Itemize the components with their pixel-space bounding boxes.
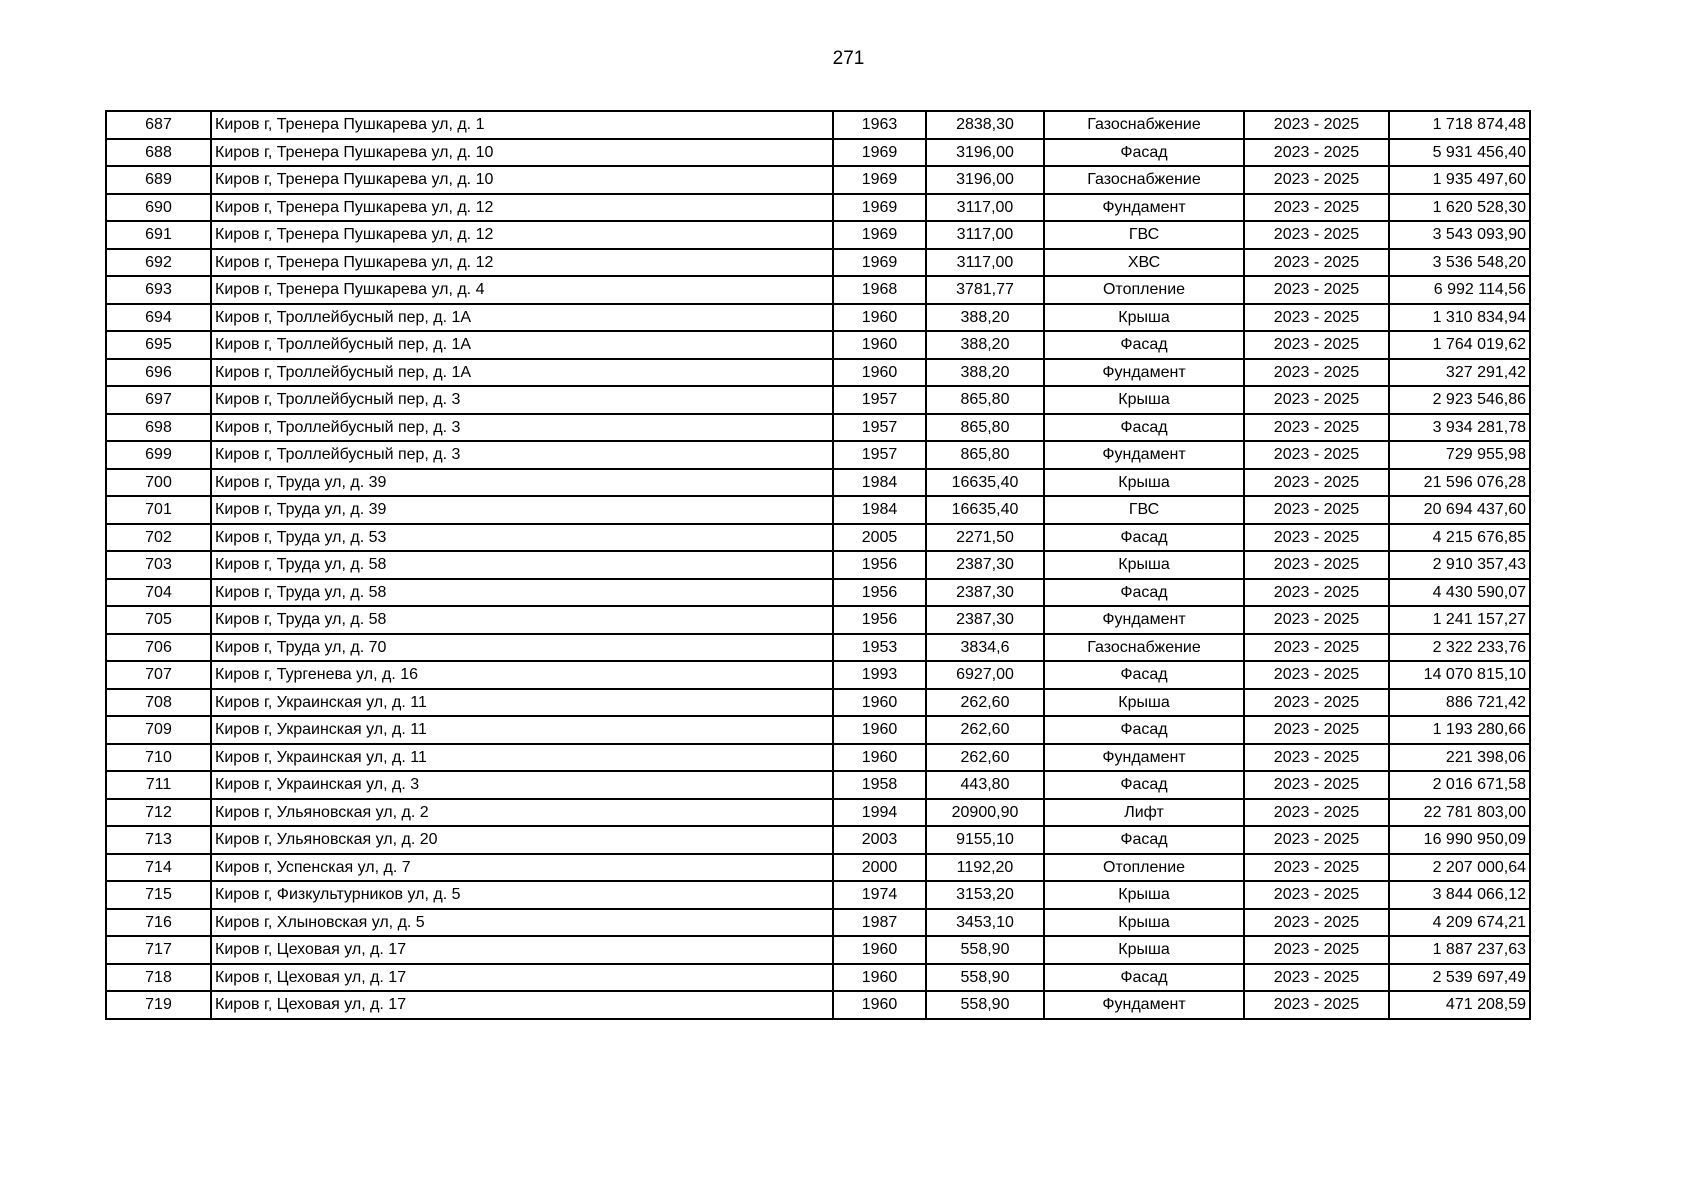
table-row [106,799,1530,827]
period-cell: 2023 - 2025 [1244,991,1389,1019]
row-number-cell: 688 [106,139,211,167]
period-cell: 2023 - 2025 [1244,579,1389,607]
area-cell: 865,80 [926,441,1044,469]
build-year-cell: 1960 [833,964,926,992]
table-row [106,689,1530,717]
area-cell: 865,80 [926,414,1044,442]
area-cell: 3196,00 [926,166,1044,194]
work-type-cell: Крыша [1044,551,1244,579]
work-type-cell: Газоснабжение [1044,166,1244,194]
area-cell: 3781,77 [926,276,1044,304]
area-cell: 262,60 [926,744,1044,772]
table-row [106,304,1530,332]
cost-cell: 886 721,42 [1389,689,1530,717]
cost-cell: 1 193 280,66 [1389,716,1530,744]
table-row [106,826,1530,854]
work-type-cell: Отопление [1044,276,1244,304]
work-type-cell: Газоснабжение [1044,111,1244,139]
row-number-cell: 689 [106,166,211,194]
address-cell: Киров г, Тренера Пушкарева ул, д. 10 [211,139,833,167]
build-year-cell: 1957 [833,414,926,442]
table-row [106,386,1530,414]
table-row [106,194,1530,222]
area-cell: 443,80 [926,771,1044,799]
cost-cell: 1 310 834,94 [1389,304,1530,332]
build-year-cell: 1957 [833,386,926,414]
build-year-cell: 1953 [833,634,926,662]
table-row [106,359,1530,387]
row-number-cell: 697 [106,386,211,414]
address-cell: Киров г, Тренера Пушкарева ул, д. 4 [211,276,833,304]
row-number-cell: 712 [106,799,211,827]
cost-cell: 21 596 076,28 [1389,469,1530,497]
build-year-cell: 1956 [833,606,926,634]
row-number-cell: 692 [106,249,211,277]
work-type-cell: Фасад [1044,661,1244,689]
cost-cell: 14 070 815,10 [1389,661,1530,689]
area-cell: 16635,40 [926,469,1044,497]
work-type-cell: Фундамент [1044,441,1244,469]
build-year-cell: 1993 [833,661,926,689]
table-row [106,634,1530,662]
row-number-cell: 713 [106,826,211,854]
area-cell: 2387,30 [926,551,1044,579]
table-row [106,166,1530,194]
area-cell: 388,20 [926,304,1044,332]
area-cell: 558,90 [926,964,1044,992]
address-cell: Киров г, Троллейбусный пер, д. 3 [211,414,833,442]
address-cell: Киров г, Труда ул, д. 53 [211,524,833,552]
period-cell: 2023 - 2025 [1244,689,1389,717]
period-cell: 2023 - 2025 [1244,524,1389,552]
row-number-cell: 716 [106,909,211,937]
table-row [106,964,1530,992]
row-number-cell: 693 [106,276,211,304]
address-cell: Киров г, Тренера Пушкарева ул, д. 10 [211,166,833,194]
address-cell: Киров г, Украинская ул, д. 11 [211,744,833,772]
cost-cell: 4 209 674,21 [1389,909,1530,937]
row-number-cell: 711 [106,771,211,799]
period-cell: 2023 - 2025 [1244,799,1389,827]
build-year-cell: 1960 [833,936,926,964]
work-type-cell: ХВС [1044,249,1244,277]
work-type-cell: ГВС [1044,221,1244,249]
address-cell: Киров г, Тренера Пушкарева ул, д. 12 [211,194,833,222]
cost-cell: 3 844 066,12 [1389,881,1530,909]
address-cell: Киров г, Физкультурников ул, д. 5 [211,881,833,909]
period-cell: 2023 - 2025 [1244,606,1389,634]
build-year-cell: 1969 [833,194,926,222]
row-number-cell: 703 [106,551,211,579]
period-cell: 2023 - 2025 [1244,496,1389,524]
address-cell: Киров г, Троллейбусный пер, д. 3 [211,386,833,414]
work-type-cell: Крыша [1044,936,1244,964]
address-cell: Киров г, Ульяновская ул, д. 2 [211,799,833,827]
period-cell: 2023 - 2025 [1244,469,1389,497]
cost-cell: 1 764 019,62 [1389,331,1530,359]
period-cell: 2023 - 2025 [1244,166,1389,194]
build-year-cell: 1957 [833,441,926,469]
build-year-cell: 1969 [833,221,926,249]
work-type-cell: Крыша [1044,909,1244,937]
row-number-cell: 695 [106,331,211,359]
area-cell: 3196,00 [926,139,1044,167]
area-cell: 558,90 [926,936,1044,964]
cost-cell: 2 539 697,49 [1389,964,1530,992]
area-cell: 3834,6 [926,634,1044,662]
period-cell: 2023 - 2025 [1244,964,1389,992]
row-number-cell: 690 [106,194,211,222]
area-cell: 2271,50 [926,524,1044,552]
row-number-cell: 709 [106,716,211,744]
work-type-cell: Отопление [1044,854,1244,882]
period-cell: 2023 - 2025 [1244,826,1389,854]
table-row [106,579,1530,607]
cost-cell: 4 430 590,07 [1389,579,1530,607]
table-row [106,771,1530,799]
work-type-cell: Лифт [1044,799,1244,827]
address-cell: Киров г, Труда ул, д. 70 [211,634,833,662]
table-row [106,881,1530,909]
area-cell: 20900,90 [926,799,1044,827]
work-type-cell: Газоснабжение [1044,634,1244,662]
cost-cell: 2 016 671,58 [1389,771,1530,799]
work-type-cell: Фасад [1044,139,1244,167]
table-row [106,221,1530,249]
area-cell: 865,80 [926,386,1044,414]
area-cell: 2838,30 [926,111,1044,139]
address-cell: Киров г, Украинская ул, д. 11 [211,716,833,744]
work-type-cell: ГВС [1044,496,1244,524]
area-cell: 262,60 [926,689,1044,717]
row-number-cell: 714 [106,854,211,882]
row-number-cell: 701 [106,496,211,524]
row-number-cell: 707 [106,661,211,689]
period-cell: 2023 - 2025 [1244,909,1389,937]
build-year-cell: 1969 [833,166,926,194]
address-cell: Киров г, Тренера Пушкарева ул, д. 12 [211,221,833,249]
address-cell: Киров г, Троллейбусный пер, д. 3 [211,441,833,469]
cost-cell: 2 322 233,76 [1389,634,1530,662]
cost-cell: 471 208,59 [1389,991,1530,1019]
build-year-cell: 1984 [833,496,926,524]
work-type-cell: Фундамент [1044,744,1244,772]
table-row [106,606,1530,634]
work-type-cell: Фасад [1044,826,1244,854]
cost-cell: 5 931 456,40 [1389,139,1530,167]
period-cell: 2023 - 2025 [1244,194,1389,222]
area-cell: 388,20 [926,359,1044,387]
period-cell: 2023 - 2025 [1244,414,1389,442]
build-year-cell: 1958 [833,771,926,799]
build-year-cell: 1984 [833,469,926,497]
row-number-cell: 691 [106,221,211,249]
build-year-cell: 2005 [833,524,926,552]
table-row [106,469,1530,497]
build-year-cell: 1956 [833,579,926,607]
row-number-cell: 687 [106,111,211,139]
work-type-cell: Крыша [1044,386,1244,414]
work-type-cell: Фундамент [1044,606,1244,634]
cost-cell: 327 291,42 [1389,359,1530,387]
cost-cell: 3 543 093,90 [1389,221,1530,249]
period-cell: 2023 - 2025 [1244,551,1389,579]
build-year-cell: 1960 [833,689,926,717]
cost-cell: 2 923 546,86 [1389,386,1530,414]
cost-cell: 1 887 237,63 [1389,936,1530,964]
period-cell: 2023 - 2025 [1244,359,1389,387]
address-cell: Киров г, Труда ул, д. 39 [211,469,833,497]
address-cell: Киров г, Тренера Пушкарева ул, д. 1 [211,111,833,139]
table-row [106,276,1530,304]
build-year-cell: 1969 [833,249,926,277]
work-type-cell: Фасад [1044,524,1244,552]
build-year-cell: 1960 [833,716,926,744]
period-cell: 2023 - 2025 [1244,936,1389,964]
table-row [106,331,1530,359]
table-row [106,551,1530,579]
address-cell: Киров г, Ульяновская ул, д. 20 [211,826,833,854]
address-cell: Киров г, Хлыновская ул, д. 5 [211,909,833,937]
cost-cell: 2 910 357,43 [1389,551,1530,579]
build-year-cell: 1960 [833,331,926,359]
row-number-cell: 700 [106,469,211,497]
work-type-cell: Фасад [1044,964,1244,992]
area-cell: 6927,00 [926,661,1044,689]
row-number-cell: 704 [106,579,211,607]
area-cell: 16635,40 [926,496,1044,524]
row-number-cell: 717 [106,936,211,964]
address-cell: Киров г, Украинская ул, д. 3 [211,771,833,799]
address-cell: Киров г, Труда ул, д. 58 [211,551,833,579]
cost-cell: 4 215 676,85 [1389,524,1530,552]
build-year-cell: 1974 [833,881,926,909]
table-row [106,936,1530,964]
row-number-cell: 708 [106,689,211,717]
build-year-cell: 1968 [833,276,926,304]
area-cell: 2387,30 [926,606,1044,634]
build-year-cell: 2000 [833,854,926,882]
build-year-cell: 1960 [833,359,926,387]
work-type-cell: Фасад [1044,579,1244,607]
row-number-cell: 705 [106,606,211,634]
build-year-cell: 1994 [833,799,926,827]
period-cell: 2023 - 2025 [1244,744,1389,772]
row-number-cell: 702 [106,524,211,552]
period-cell: 2023 - 2025 [1244,771,1389,799]
period-cell: 2023 - 2025 [1244,854,1389,882]
address-cell: Киров г, Цеховая ул, д. 17 [211,964,833,992]
area-cell: 2387,30 [926,579,1044,607]
area-cell: 3117,00 [926,249,1044,277]
work-type-cell: Фасад [1044,331,1244,359]
table-row [106,111,1530,139]
work-type-cell: Крыша [1044,689,1244,717]
work-type-cell: Фасад [1044,716,1244,744]
area-cell: 558,90 [926,991,1044,1019]
table-row [106,909,1530,937]
cost-cell: 16 990 950,09 [1389,826,1530,854]
row-number-cell: 719 [106,991,211,1019]
build-year-cell: 1963 [833,111,926,139]
area-cell: 3153,20 [926,881,1044,909]
work-type-cell: Фундамент [1044,194,1244,222]
table-row [106,496,1530,524]
table-row [106,991,1530,1019]
work-type-cell: Фундамент [1044,991,1244,1019]
table-body [106,111,1530,1019]
area-cell: 262,60 [926,716,1044,744]
cost-cell: 22 781 803,00 [1389,799,1530,827]
table-row [106,139,1530,167]
period-cell: 2023 - 2025 [1244,139,1389,167]
period-cell: 2023 - 2025 [1244,441,1389,469]
table-row [106,716,1530,744]
address-cell: Киров г, Украинская ул, д. 11 [211,689,833,717]
area-cell: 3453,10 [926,909,1044,937]
repair-schedule-table [105,110,1531,1020]
period-cell: 2023 - 2025 [1244,304,1389,332]
work-type-cell: Крыша [1044,304,1244,332]
address-cell: Киров г, Троллейбусный пер, д. 1А [211,331,833,359]
cost-cell: 1 620 528,30 [1389,194,1530,222]
cost-cell: 1 718 874,48 [1389,111,1530,139]
period-cell: 2023 - 2025 [1244,276,1389,304]
row-number-cell: 718 [106,964,211,992]
work-type-cell: Фасад [1044,771,1244,799]
period-cell: 2023 - 2025 [1244,661,1389,689]
period-cell: 2023 - 2025 [1244,249,1389,277]
period-cell: 2023 - 2025 [1244,716,1389,744]
cost-cell: 3 536 548,20 [1389,249,1530,277]
address-cell: Киров г, Троллейбусный пер, д. 1А [211,359,833,387]
row-number-cell: 710 [106,744,211,772]
table-row [106,414,1530,442]
row-number-cell: 698 [106,414,211,442]
cost-cell: 221 398,06 [1389,744,1530,772]
cost-cell: 729 955,98 [1389,441,1530,469]
cost-cell: 20 694 437,60 [1389,496,1530,524]
table-row [106,854,1530,882]
work-type-cell: Крыша [1044,469,1244,497]
table-row [106,249,1530,277]
build-year-cell: 1960 [833,991,926,1019]
build-year-cell: 1969 [833,139,926,167]
address-cell: Киров г, Труда ул, д. 58 [211,606,833,634]
cost-cell: 3 934 281,78 [1389,414,1530,442]
row-number-cell: 696 [106,359,211,387]
area-cell: 388,20 [926,331,1044,359]
row-number-cell: 715 [106,881,211,909]
cost-cell: 2 207 000,64 [1389,854,1530,882]
address-cell: Киров г, Труда ул, д. 39 [211,496,833,524]
table-row [106,441,1530,469]
row-number-cell: 699 [106,441,211,469]
work-type-cell: Фундамент [1044,359,1244,387]
build-year-cell: 1960 [833,304,926,332]
period-cell: 2023 - 2025 [1244,386,1389,414]
row-number-cell: 706 [106,634,211,662]
address-cell: Киров г, Труда ул, д. 58 [211,579,833,607]
build-year-cell: 1987 [833,909,926,937]
period-cell: 2023 - 2025 [1244,331,1389,359]
period-cell: 2023 - 2025 [1244,111,1389,139]
address-cell: Киров г, Цеховая ул, д. 17 [211,936,833,964]
work-type-cell: Крыша [1044,881,1244,909]
address-cell: Киров г, Цеховая ул, д. 17 [211,991,833,1019]
build-year-cell: 1956 [833,551,926,579]
address-cell: Киров г, Успенская ул, д. 7 [211,854,833,882]
area-cell: 3117,00 [926,194,1044,222]
build-year-cell: 2003 [833,826,926,854]
area-cell: 1192,20 [926,854,1044,882]
cost-cell: 1 241 157,27 [1389,606,1530,634]
address-cell: Киров г, Тургенева ул, д. 16 [211,661,833,689]
table-row [106,661,1530,689]
address-cell: Киров г, Троллейбусный пер, д. 1А [211,304,833,332]
page-number: 271 [832,48,865,69]
work-type-cell: Фасад [1044,414,1244,442]
row-number-cell: 694 [106,304,211,332]
table-row [106,744,1530,772]
address-cell: Киров г, Тренера Пушкарева ул, д. 12 [211,249,833,277]
area-cell: 3117,00 [926,221,1044,249]
period-cell: 2023 - 2025 [1244,221,1389,249]
cost-cell: 1 935 497,60 [1389,166,1530,194]
table-row [106,524,1530,552]
cost-cell: 6 992 114,56 [1389,276,1530,304]
build-year-cell: 1960 [833,744,926,772]
area-cell: 9155,10 [926,826,1044,854]
period-cell: 2023 - 2025 [1244,634,1389,662]
period-cell: 2023 - 2025 [1244,881,1389,909]
